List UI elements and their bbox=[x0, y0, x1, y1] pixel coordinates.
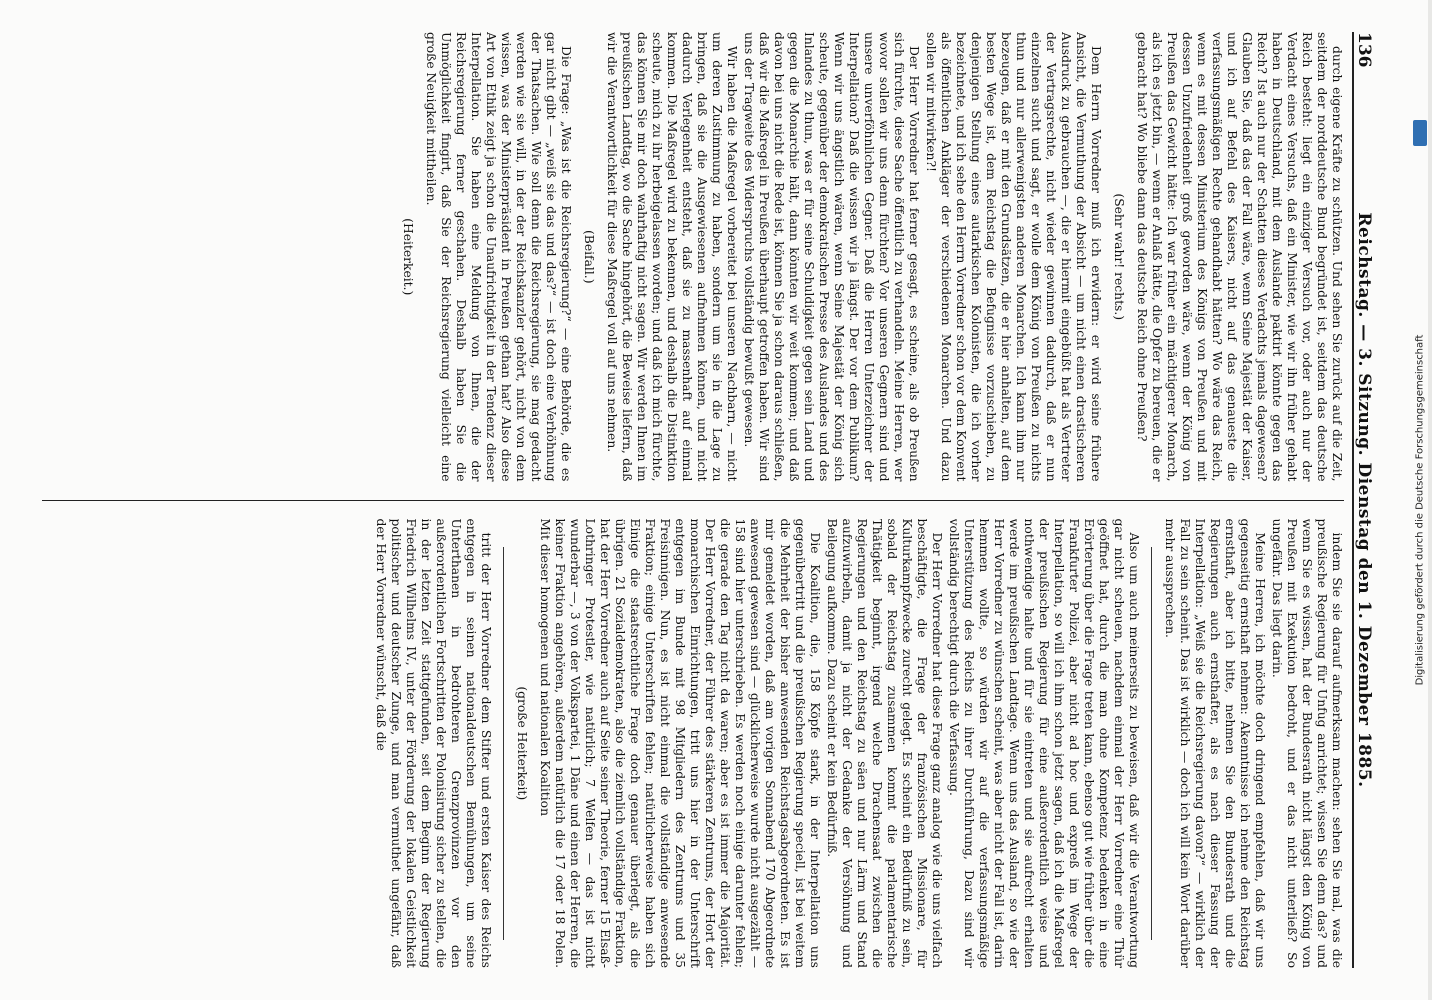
right-column bbox=[42, 519, 1344, 969]
page-title: Reichstag. — 3. Sitzung. Dienstag den 1. Dezember 1885. bbox=[1354, 212, 1374, 788]
rotated-page-content bbox=[26, 20, 1406, 980]
paragraph: tritt der Herr Vorredner dem Stifter und ersten Kaiser des Reichs entgegen in seinen nationaldeutschen Bemühungen, um seine Unterthanen in bedrohteren Grenzprovinzen vor den außerordentlichen Fortschritten der Polonisirung sicher zu stellen, die in der letzten Zeit stattgefunden, seit dem Beginn der Regierung Friedrich Wilhelms IV., unter der Förderung der lokalen Geistlichkeit politischer und deutscher Zunge, und man vermuthet ungefähr, daß der Herr Vorredner wünscht, daß die bbox=[374, 518, 493, 968]
paragraph: Der Herr Vorredner hat ferner gesagt, es scheine, als ob Preußen sich fürchte, diese Sache öffentlich zu verhandeln. Meine Herren, wer wovor sollen wir uns denn fürchten? Vor unseren Gegnern sind und unsere unverföhnlichen Gegner. Daß die Herren Unterzeichner der Interpellation? Daß die wissen wir ja längst. Der vor dem Publikum? Wenn wir uns ängstlich wären, wenn Seine Majestät der König sich scheute, gegenüber der demokratischen Presse des Auslandes und des Inlandes zu thun, was er für seine Schuldigkeit gegen sein Land und gegen die Monarchie hält, dann könnten wir weit kommen; und daß davon bei uns nicht die Rede ist, können Sie ja schon daraus schließen, daß wir die Maßregel in Preußen überhaupt getroffen haben. Wir sind uns der Tragweite des Widerspruchs vollständig bewußt gewesen. bbox=[742, 32, 921, 482]
paragraph: Also um auch meinerseits zu beweisen, daß wir die Verantwortung gar nicht scheuen, nachdem einmal der Herr Vorredner eine Thür geöffnet hat, durch die man ohne Kompetenz bedenken in eine Erörterung über die Frage treten kann, ebenso gut wie früher über die Frankfurter Polizei, aber nicht ad hoc und expreß im Wege der Interpellation, so will ich ihm schon jetzt sagen, daß ich die Maßregel der preußischen Regierung für eine außerordentlich weise und nothwendige halte und für sie eintreten und sie aufrecht erhalten werde im preußischen Landtage. Wenn uns das Ausland, so wie der Herr Vorredner zu wünschen scheint, was aber nicht der Fall ist, darin hemmen wollte, so würden wir auf die verfassungsmäßige Unterstützung des Reichs zu ihrer Durchführung, Dazu sind wir vollständig berechtigt durch die Verfassung. bbox=[947, 518, 1141, 968]
scan-edge bbox=[1428, 0, 1432, 1000]
paragraph: Die Koalition, die, 158 Köpfe stark, in der Interpellation uns gegenübertritt und die preußischen Regierung speciell, ist bei weitem die Mehrheit der bisher anwesenden Reichstagsabgeordneten. Es ist mir gemeldet worden, daß am vorigen Sonnabend 170 Abgeordnete anwesend gewesen sind — glücklicherweise wurde nicht ausgezählt — 158 sind hier unterschrieben. Es werden noch einige darunter fehlen; die gerade den Tag nicht da waren; aber es ist immer die Majorität. Der Herr Vorredner, der Führer des stärkeren Zentrums, der Hort der monarchischen Einrichtungen, tritt uns hier in der Unterschrift entgegen im Bunde mit 98 Mitgliedern des Zentrums und 35 Freisinnigen. Nun, es ist nicht einmal die vollständige anwesende Fraktion; einige Unterschriften fehlen; natürlicherweise haben sich Einige die staatsrechtliche Frage doch genauer überlegt, als die übrigen. 21 Sozialdemokraten, also die ziemlich vollständige Fraktion, hat der Herr Vorredner auch auf Seite seiner Theorie, ferner 15 Elsaß-Lothringer Protestler, wie natürlich; 7 Welfen — das ist nicht wunderbar —, 3 von der Volkspartei, 1 Däne und einen der Herren, die keiner Fraktion angehören, außerdem natürlich die 17 oder 18 Polen. Mit dieser homogenen und nationalen Koalition bbox=[538, 518, 822, 968]
page-number: 136 bbox=[1354, 32, 1374, 68]
dfg-logo-icon bbox=[1413, 120, 1427, 146]
column-divider bbox=[42, 500, 1344, 501]
paragraph: durch eigene Kräfte zu schützen. Und sehen Sie zurück auf die Zeit, seitdem der norddeutsche Bund begründet ist, seitdem das deutsche Reich besteht: liegt ein einziger Versuch vor, oder auch nur der Verdacht eines Versuchs, daß ein Minister, wie wir ihn früher gehabt haben in Deutschland, mit dem Auslande paktirt könnte gegen das Reich? Ist auch nur der Schatten dieses Verdachts jemals dagewesen? Glauben Sie, daß das der Fall wäre, wenn Seine Majestät der Kaiser, und ich auf Befehl des Kaisers, nicht auf das genaueste die verfassungsmäßigen Rechte gehandhabt hätten? Wo wäre das Reich, wenn es mit dessen Ministerium des Königs von Preußen und mit dessen Unzufriedenheit groß geworden wäre, wenn der König von Preußen das Gewicht hätte: Ich war früher ein mächtigerer Monarch, als ich es jetzt bin, — wenn er Anlaß hätte, die Opfer zu bereuen, die er gebracht hat? Wo bliebe dann das deutsche Reich ohne Preußen? bbox=[1135, 32, 1344, 482]
text-columns bbox=[42, 32, 1344, 968]
left-column bbox=[42, 32, 1344, 482]
section-rule bbox=[1151, 547, 1152, 941]
interjection: (Beifall.) bbox=[582, 230, 596, 284]
interjection: (Sehr wahr! rechts.) bbox=[1112, 193, 1126, 321]
interjection: (große Heiterkeit) bbox=[515, 686, 529, 801]
paragraph: indem Sie sie darauf aufmerksam machen: sehen Sie mal, was die preußische Regierung für Unfug anrichtet; wissen Sie denn das? und wenn Sie es wissen, hat der Bundesrath nicht längst den König von Preußen mit Exekution bedroht, und er das nicht unterließ? So ungefähr. Das liegt darin. bbox=[1270, 518, 1344, 968]
paragraph: Dem Herrn Vorredner muß ich erwidern: er wird seine frühere Ansicht, die Vermuthung der Absicht — um nicht einen drastischeren Ausdruck zu gebrauchen —, die er hiermit eingebüßt hat als Vertreter der Vertragsrechte, nicht wieder gewinnen dadurch, daß er nun einzelnen sucht und sagt, er wolle dem König von Preußen zu nichts thun und nur allerwenigsten anderen Monarchen. Ich kann ihm nur bezeugen, daß er mit den Grundsätzen, die er hier anhalten, auf dem besten Wege ist, dem Reichstag die Befugnisse vorzuschieben, zu denjenigen Stellung eines autarkischen Kolonisten, die ich vorher bezeichnete, und ich sehe den Herrn Vorredner schon vor dem Konvent als öffentlichen Ankläger der verschiedenen Monarchen. Und dazu sollen wir mitwirken?! bbox=[924, 32, 1103, 482]
paragraph: Wir haben die Maßregel vorbereitet bei unseren Nachbarn, — nicht um deren Zustimmung zu haben, sondern um sie in die Lage zu bringen, daß sie die Ausgewiesenen aufnehmen können, und nicht dadurch Verlegenheit entsteht, daß sie zu massenhaft auf einmal kommen. Die Maßregel wird zu bekennen, und deshalb die Distinktion scheute, mich zu ihr herbeigelassen worden; und daß ich mich fürchte, das können Sie mir doch wahrhaftig nicht sagen. Wir werden Ihnen im preußischen Landtag, wo die Sache hingehört, die Beweise liefern, daß wir die Verantwortlichkeit für diese Maßregel voll auf uns nehmen. bbox=[605, 32, 739, 482]
page-header bbox=[1352, 32, 1388, 968]
dfg-credit bbox=[1412, 120, 1428, 900]
paragraph: Die Frage: „Was ist die Reichsregierung?“ — eine Behörde, die es gar nicht gibt — „weiß sie das und das?“ — ist doch eine Verhöhnung der Thatsachen. Wie soll denn die Reichsregierung, sie mag gedacht werden wie sie will, in der der Reichskanzler gehört, nicht von dem wissen, was der Ministerpräsident in Preußen gethan hat? Also diese Art von Ethik zeigt ja schon die Unaufrichtigkeit in der Tendenz dieser Interpellation. Sie haben eine Meldung von Ihnen, die der Reichsregierung ferner geschahen. Deshalb haben Sie die Unmöglichkeit fingirt, daß Sie der Reichsregierung vielleicht eine große Neuigkeit mittheilen. bbox=[424, 32, 573, 482]
section-rule bbox=[503, 547, 504, 941]
paragraph: Meine Herren, ich möchte doch dringend empfehlen, daß wir uns gegenseitig ernsthaft nehmen: Akenntnisse ich nehme den Reichstag ernsthaft, aber ich bitte, nehmen Sie den Bundesrath und die Regierungen auch ernsthafter, als es nach dieser Fassung der Interpellation: „Weiß sie die Reichsregierung davon?“ — wirklich der Fall zu sein scheint. Das ist wirklich — doch ich will kein Wort darüber mehr aussprechen. bbox=[1163, 518, 1267, 968]
paragraph: Der Herr Vorredner hat diese Frage ganz analog wie die uns vielfach beschäftigte, die Frage der französischen Missionare, für Kulturkampfzwecke zurecht gelegt. Es scheint ein Bedürfniß zu sein, sobald der Reichstag zusammen kommt die parlamentarische Thätigkeit beginnt, irgend welche Drachensaat zwischen die Regierungen und den Reichstag zu säen und nur Lärm und Stand aufzuwirbeln, damit ja nicht der Gedanke der Versöhnung und Beilegung aufkomme. Dazu scheint er kein Bedürfniß. bbox=[825, 518, 944, 968]
dfg-credit-text: Digitalisierung gefördert durch die Deutsche Forschungsgemeinschaft bbox=[1414, 334, 1426, 686]
interjection: (Heiterkeit.) bbox=[401, 218, 415, 296]
